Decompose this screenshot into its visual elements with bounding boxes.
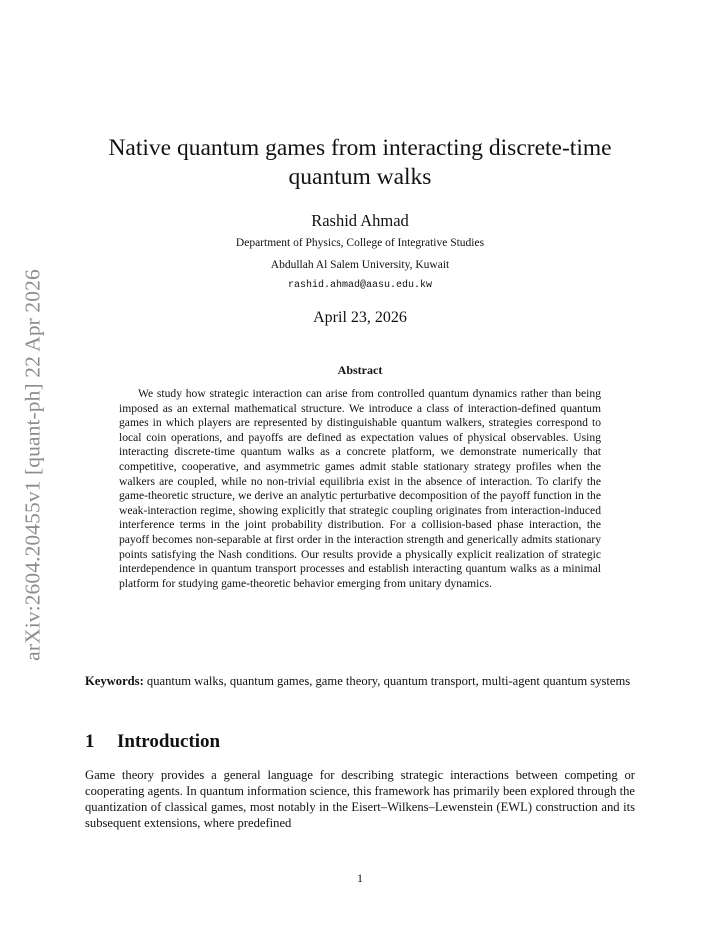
page-number: 1 (357, 871, 363, 885)
paper-title: Native quantum games from interacting discrete-time quantum walks (108, 135, 612, 190)
abstract-heading: Abstract (337, 363, 383, 377)
arxiv-identifier-text: arXiv:2604.20455v1 [quant-ph] 22 Apr 2026 (20, 269, 45, 661)
section-heading (85, 731, 220, 753)
section-title: Introduction (117, 731, 221, 752)
introduction-paragraph: Game theory provides a general language for describing strategic interactions between competing or cooperating agents. In quantum information science, this framework has primarily been explored through the quantization of classical games, most notably in the Eisert–Wilkens–Lewenstein (EWL) construction and its subsequent extensions, where predefined (85, 768, 635, 830)
section-number: 1 (85, 731, 95, 752)
author-name: Rashid Ahmad (311, 211, 409, 230)
author-email: rashid.ahmad@aasu.edu.kw (287, 280, 433, 291)
keywords-block (85, 673, 635, 689)
abstract-text: We study how strategic interaction can arise from controlled quantum dynamics rather than being imposed as an external mathematical structure. We introduce a class of interaction-defined quantum games in which players are represented by distinguishable quantum walkers, strategies correspond to local coin operations, and payoffs are defined as expectation values of physical observables. Using interacting discrete-time quantum walks as a concrete platform, we demonstrate numerically that competitive, cooperative, and asymmetric games admit stable stationary strategy profiles when the walkers are coupled, while no non-trivial equilibria exist in the absence of interaction. To clarify the game-theoretic structure, we derive an analytic perturbative decomposition of the payoff function in the weak-interaction regime, showing explicitly that strategic coupling originates from interaction-induced interference terms in the joint probability distribution. For a collision-based phase interaction, the payoff becomes non-separable at first order in the interaction strength and generically admits stationary points satisfying the Nash conditions. Our results provide a physically explicit realization of strategic interdependence in quantum transport processes and establish interacting quantum walks as a minimal platform for studying game-theoretic behavior emerging from unitary dynamics. (119, 387, 601, 590)
affiliation-university: Abdullah Al Salem University, Kuwait (270, 259, 450, 271)
affiliation-department: Department of Physics, College of Integrative Studies (235, 237, 485, 249)
keywords-text: quantum walks, quantum games, game theory, quantum transport, multi-agent quantum systems (146, 674, 631, 688)
paper-date: April 23, 2026 (313, 309, 407, 326)
keywords-label: Keywords: (85, 674, 144, 688)
